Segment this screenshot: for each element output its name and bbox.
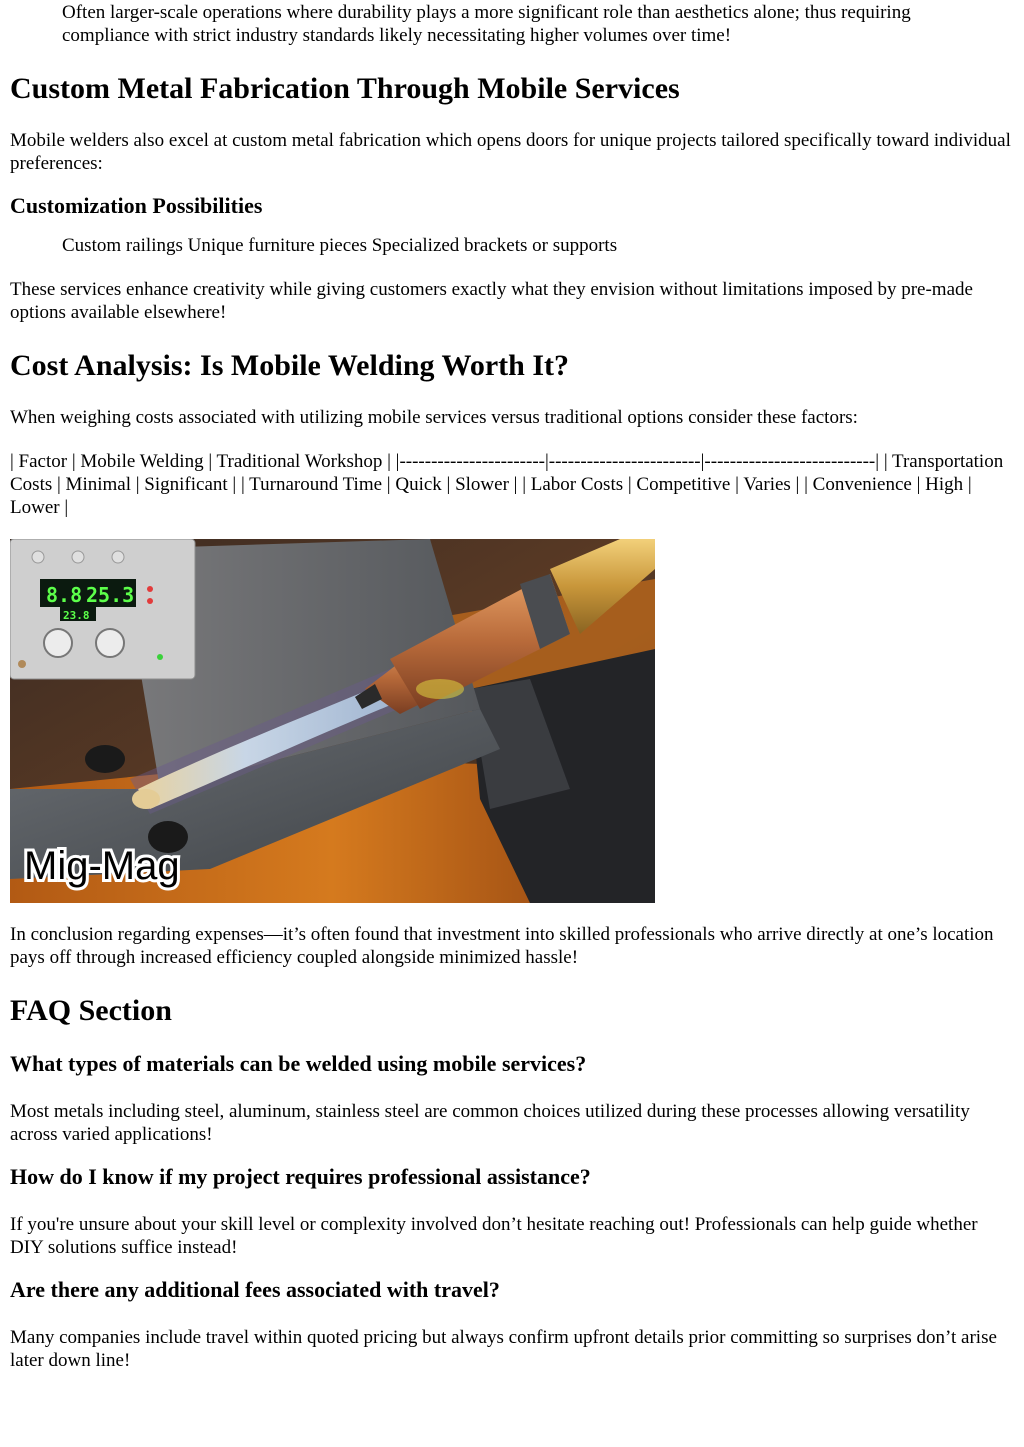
display-main: 8.8 <box>46 583 83 607</box>
cost-intro-paragraph: When weighing costs associated with utilizing mobile services versus traditional options consider these factors: <box>10 407 858 428</box>
article <box>0 1 1024 1372</box>
image-caption: Mig-Mag <box>24 844 180 888</box>
cost-analysis-heading: Cost Analysis: Is Mobile Welding Worth It? <box>10 349 569 382</box>
cost-conclusion-paragraph: In conclusion regarding expenses—it’s often found that investment into skilled professionals who arrive directly at one’s location pays off through increased efficiency coupled alongside minimized hassle! <box>10 924 994 968</box>
faq-question: What types of materials can be welded using mobile services? <box>10 1051 587 1076</box>
display-right: 25.3 <box>86 583 135 607</box>
faq-question: How do I know if my project requires professional assistance? <box>10 1164 591 1189</box>
faq-question: Are there any additional fees associated with travel? <box>10 1277 500 1302</box>
customization-list: Custom railings Unique furniture pieces Specialized brackets or supports <box>62 235 618 256</box>
display-small: 23.8 <box>63 609 90 622</box>
intro-paragraph: Often larger-scale operations where durability plays a more significant role than aesthetics alone; thus requiring compliance with strict industry standards likely necessitating higher volumes over time! <box>62 2 911 46</box>
faq-answer: Many companies include travel within quoted pricing but always confirm upfront details prior committing so surprises don’t arise later down line! <box>10 1327 997 1371</box>
fabrication-closing-paragraph: These services enhance creativity while giving customers exactly what they envision without limitations imposed by pre-made options available elsewhere! <box>10 279 973 323</box>
fabrication-paragraph: Mobile welders also excel at custom metal fabrication which opens doors for unique projects tailored specifically toward individual preferences: <box>10 130 1011 174</box>
faq-answer: Most metals including steel, aluminum, stainless steel are common choices utilized during these processes allowing versatility across varied applications! <box>10 1101 970 1145</box>
welding-photo <box>10 539 655 903</box>
faq-answer: If you're unsure about your skill level or complexity involved don’t hesitate reaching out! Professionals can help guide whether DIY solutions suffice instead! <box>10 1214 978 1258</box>
cost-comparison-table-text: | Factor | Mobile Welding | Traditional Workshop | |-----------------------|------------------------|---------------------------| | Transportation Costs | Minimal | Significant | | Turnaround Time | Quick | Slower | | Labor Costs | Competitive | Varies | | Convenience | High | Lower | <box>10 451 1004 518</box>
fabrication-heading: Custom Metal Fabrication Through Mobile Services <box>10 72 680 105</box>
faq-heading: FAQ Section <box>10 994 172 1027</box>
customization-subheading: Customization Possibilities <box>10 193 263 218</box>
